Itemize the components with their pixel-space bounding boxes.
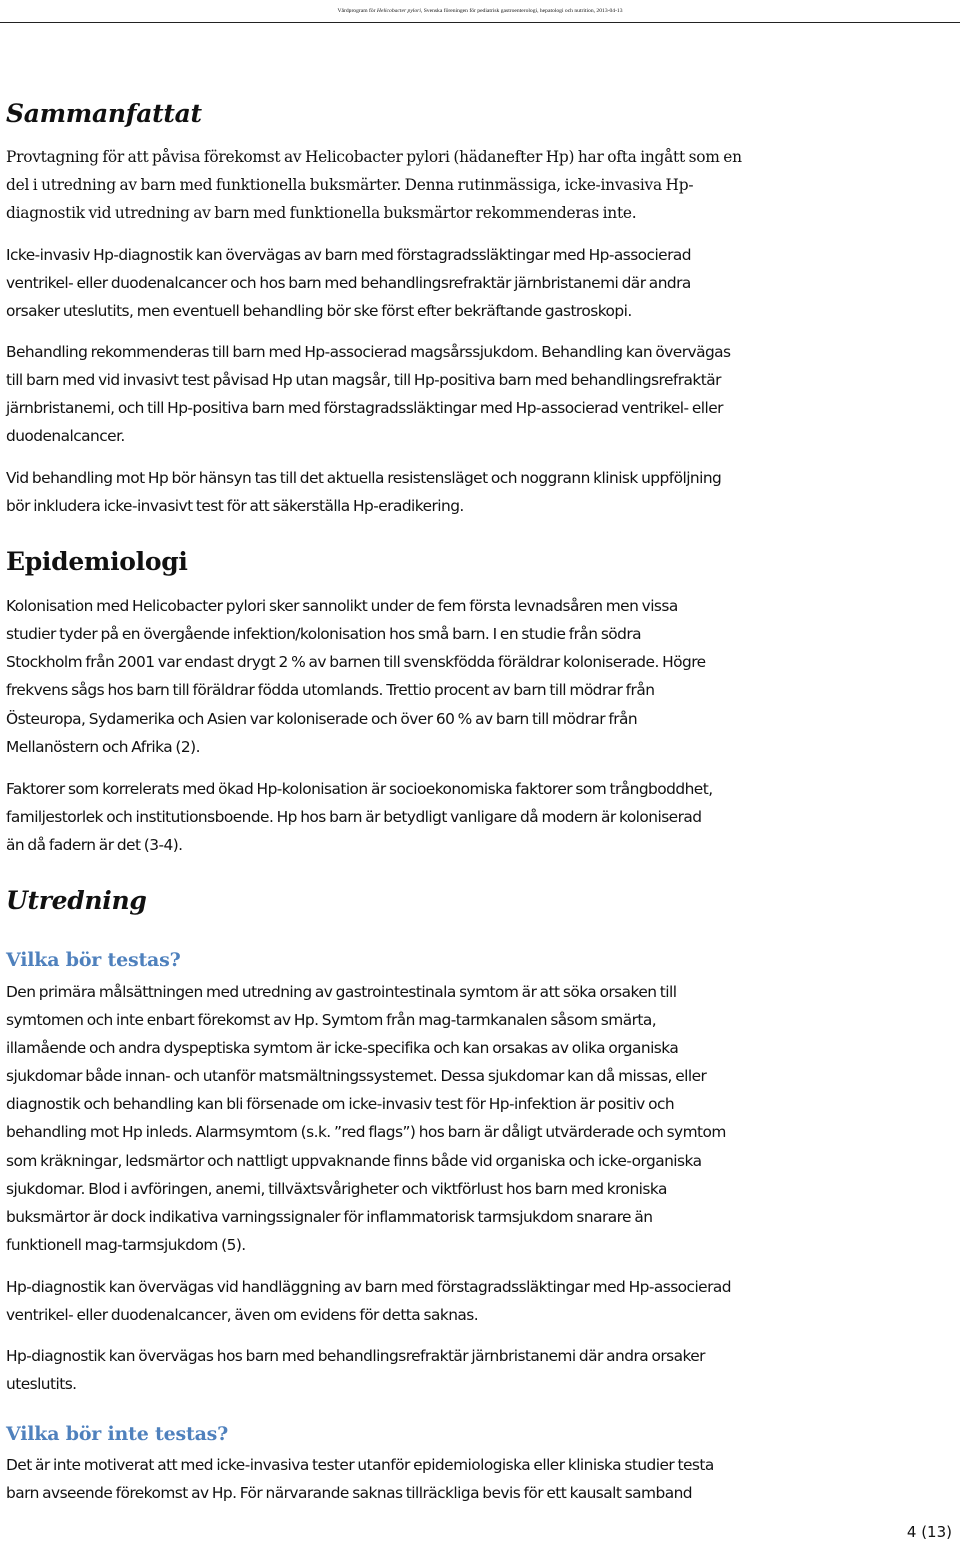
paragraph-line: än då fadern är det (3-4).	[6, 836, 183, 854]
paragraph-line: Den primära målsättningen med utredning av gastrointestinala symtom är att söka orsaken till	[6, 983, 677, 1001]
paragraph-line: diagnostik vid utredning av barn med funktionella buksmärtor rekommenderas inte.	[6, 204, 637, 222]
running-header	[0, 0, 960, 23]
paragraph-line: funktionell mag-tarmsjukdom (5).	[6, 1236, 246, 1254]
subheading-vilka-bor-testas: Vilka bör testas?	[6, 949, 181, 971]
header-text-pre: Vårdprogram för	[337, 8, 377, 14]
paragraph-line: duodenalcancer.	[6, 427, 125, 445]
section-heading-sammanfattat: Sammanfattat	[6, 99, 202, 128]
paragraph-line: som kräkningar, ledsmärtor och nattligt uppvaknande finns både vid organiska och icke-organiska	[6, 1152, 702, 1170]
paragraph-line: orsaker uteslutits, men eventuell behandling bör ske först efter bekräftande gastroskopi.	[6, 302, 632, 320]
paragraph-line: diagnostik och behandling kan bli försenade om icke-invasiv test för Hp-infektion är positiv och	[6, 1095, 675, 1113]
paragraph-line: ventrikel- eller duodenalcancer, även om evidens för detta saknas.	[6, 1306, 479, 1324]
paragraph-line: Mellanöstern och Afrika (2).	[6, 738, 200, 756]
paragraph-line: sjukdomar. Blod i avföringen, anemi, tillväxtsvårigheter och viktförlust hos barn med kroniska	[6, 1180, 667, 1198]
paragraph-line: till barn med vid invasivt test påvisad Hp utan magsår, till Hp-positiva barn med behandlingsrefraktär	[6, 371, 721, 389]
paragraph-line: Vid behandling mot Hp bör hänsyn tas till det aktuella resistensläget och noggrann klinisk uppföljning	[6, 469, 722, 487]
paragraph-line: Icke-invasiv Hp-diagnostik kan övervägas av barn med förstagradssläktingar med Hp-associerad	[6, 246, 691, 264]
paragraph-line: sjukdomar både innan- och utanför matsmältningssystemet. Dessa sjukdomar kan då missas, eller	[6, 1067, 707, 1085]
header-text-italic: Helicobacter pylori	[376, 8, 421, 14]
paragraph-line: frekvens sågs hos barn till föräldrar födda utomlands. Trettio procent av barn till mödrar från	[6, 681, 655, 699]
paragraph-line: Behandling rekommenderas till barn med Hp-associerad magsårssjukdom. Behandling kan övervägas	[6, 343, 731, 361]
paragraph-line: Hp-diagnostik kan övervägas hos barn med behandlingsrefraktär järnbristanemi där andra orsaker	[6, 1347, 705, 1365]
subheading-vilka-bor-inte-testas: Vilka bör inte testas?	[6, 1423, 229, 1445]
paragraph-line: Hp-diagnostik kan övervägas vid handläggning av barn med förstagradssläktingar med Hp-associerad	[6, 1278, 731, 1296]
paragraph-line: Faktorer som korrelerats med ökad Hp-kolonisation är socioekonomiska faktorer som trångboddhet,	[6, 780, 713, 798]
paragraph-line: järnbristanemi, och till Hp-positiva barn med förstagradssläktingar med Hp-associerad ventrikel- eller	[6, 399, 723, 417]
paragraph-line: buksmärtor är dock indikativa varningssignaler för inflammatorisk tarmsjukdom snarare än	[6, 1208, 653, 1226]
header-text-post: , Svenska föreningen för pediatrisk gastroenterologi, hepatologi och nutrition, 2013-04-13	[420, 8, 623, 14]
paragraph-line: Östeuropa, Sydamerika och Asien var koloniserade och över 60 % av barn till mödrar från	[6, 710, 638, 728]
paragraph-line: illamående och andra dyspeptiska symtom är icke-specifika och kan orsakas av olika organiska	[6, 1039, 679, 1057]
section-heading-epidemiologi: Epidemiologi	[6, 547, 188, 576]
paragraph-line: bör inkludera icke-invasivt test för att säkerställa Hp-eradikering.	[6, 497, 464, 515]
paragraph-line: symtomen och inte enbart förekomst av Hp. Symtom från mag-tarmkanalen såsom smärta,	[6, 1011, 657, 1029]
paragraph-line: ventrikel- eller duodenalcancer och hos barn med behandlingsrefraktär järnbristanemi där andra	[6, 274, 691, 292]
paragraph-line: Det är inte motiverat att med icke-invasiva tester utanför epidemiologiska eller kliniska studier testa	[6, 1456, 714, 1474]
paragraph-line: Kolonisation med Helicobacter pylori sker sannolikt under de fem första levnadsåren men vissa	[6, 597, 678, 615]
section-heading-utredning: Utredning	[6, 886, 147, 915]
paragraph-line: del i utredning av barn med funktionella buksmärter. Denna rutinmässiga, icke-invasiva Hp-	[6, 176, 694, 194]
paragraph-line: behandling mot Hp inleds. Alarmsymtom (s.k. ”red flags”) hos barn är dåligt utvärderade och symtom	[6, 1123, 726, 1141]
page-number: 4 (13)	[906, 1523, 952, 1541]
paragraph-line: barn avseende förekomst av Hp. För närvarande saknas tillräckliga bevis för ett kausalt samband	[6, 1484, 693, 1502]
paragraph-line: familjestorlek och institutionsboende. Hp hos barn är betydligt vanligare då modern är koloniserad	[6, 808, 702, 826]
paragraph-line: Stockholm från 2001 var endast drygt 2 % av barnen till svenskfödda föräldrar koloniserade. Högre	[6, 653, 706, 671]
paragraph-line: uteslutits.	[6, 1375, 77, 1393]
paragraph-line: studier tyder på en övergående infektion/kolonisation hos små barn. I en studie från södra	[6, 625, 642, 643]
paragraph-line: Provtagning för att påvisa förekomst av Helicobacter pylori (hädanefter Hp) har ofta ingått som en	[6, 148, 742, 166]
